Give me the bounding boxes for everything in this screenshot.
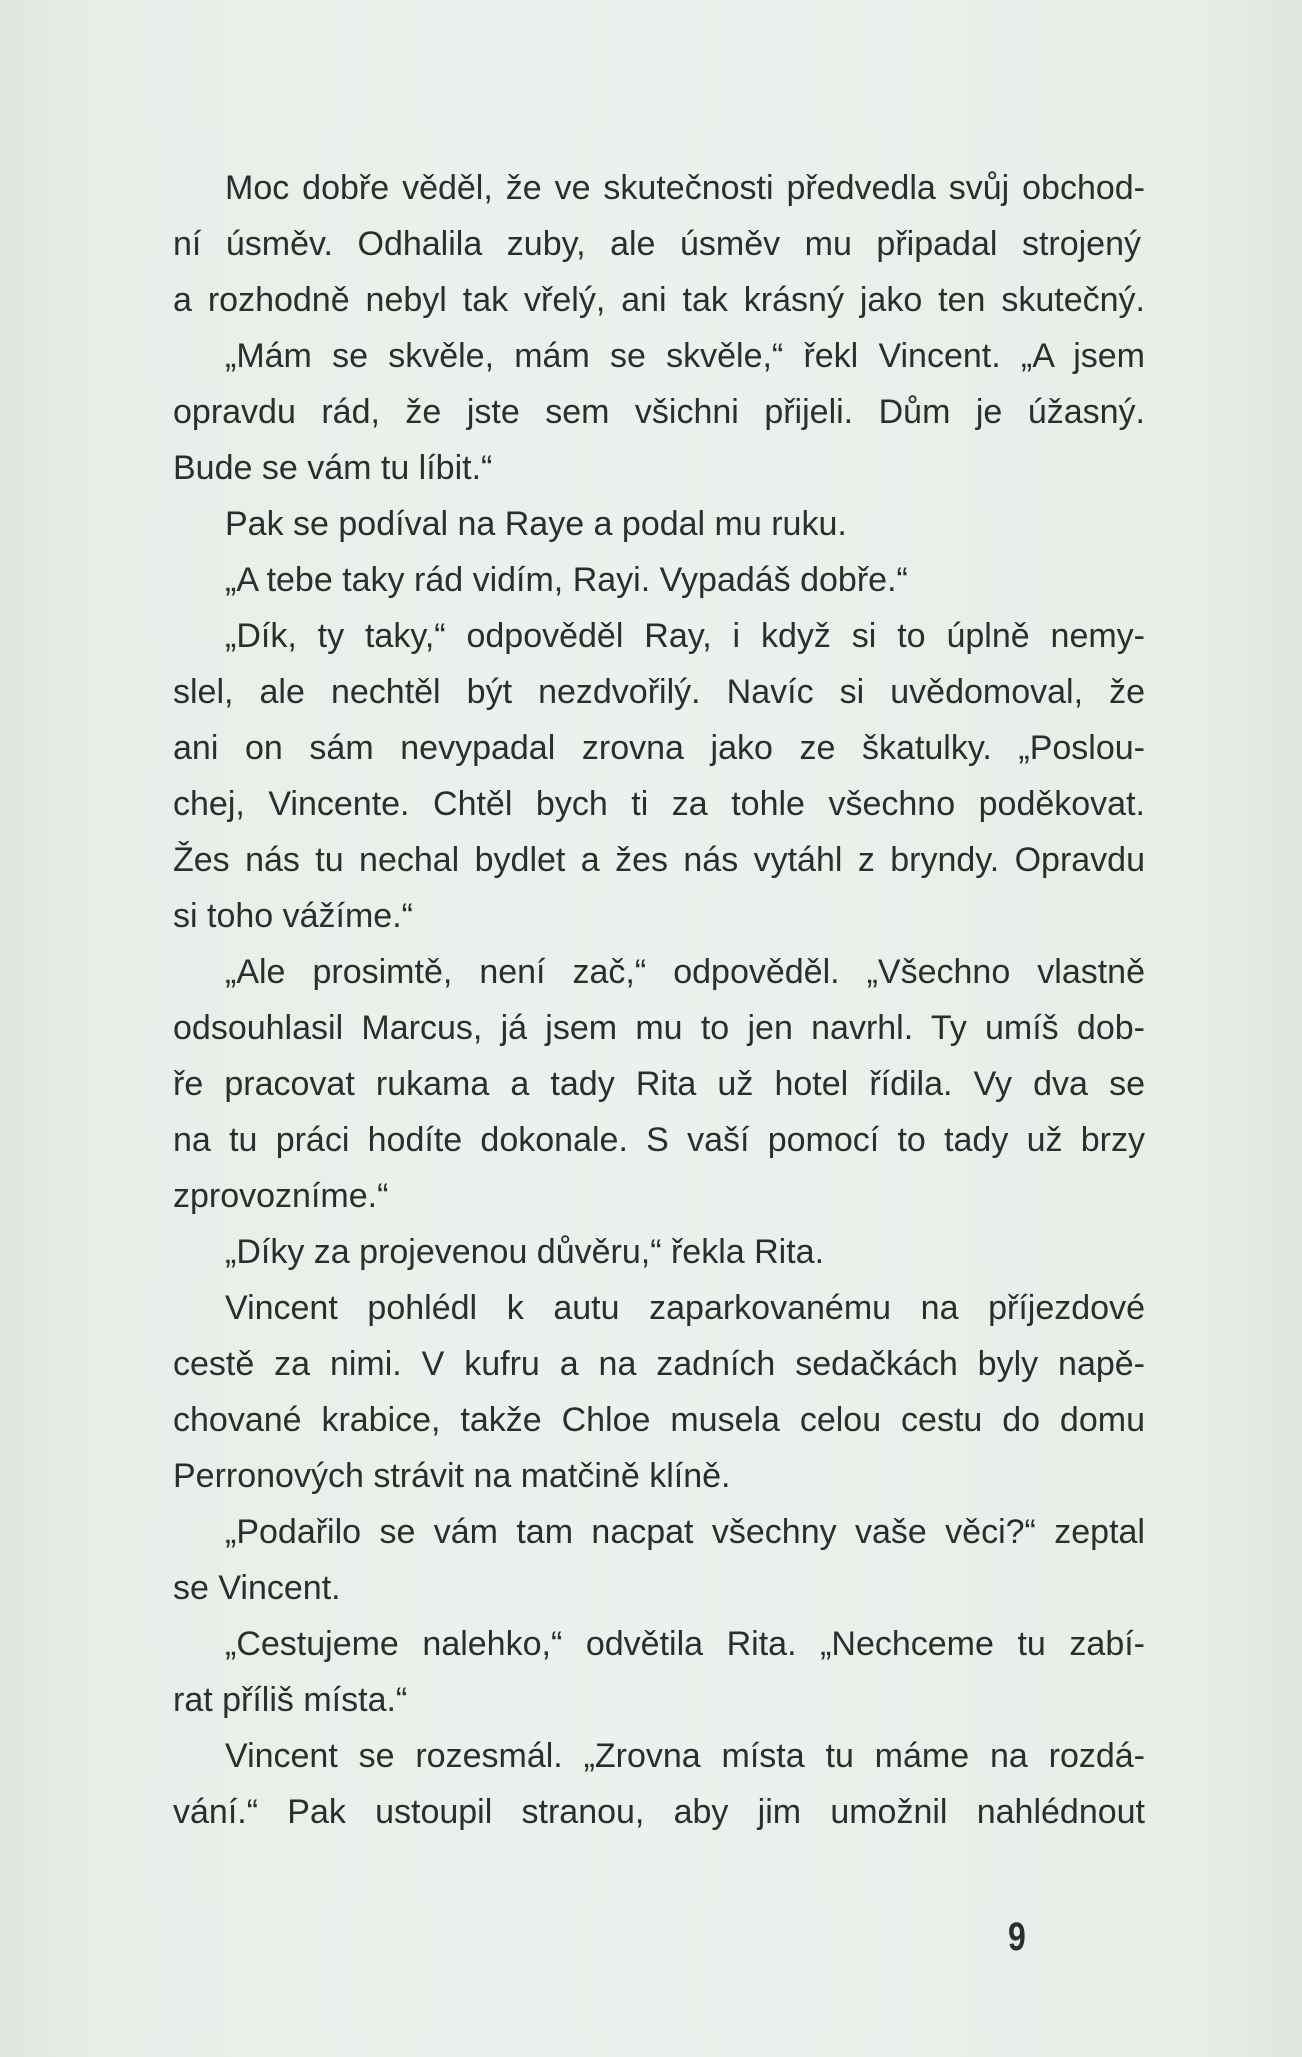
text-line: zprovozníme.“ [173, 1177, 389, 1215]
text-line: vání.“ Pak ustoupil stranou, aby jim umožnil nahlédnout [173, 1793, 1145, 1831]
text-line: chej, Vincente. Chtěl bych ti za tohle všechno poděkovat. [173, 785, 1145, 823]
text-line: slel, ale nechtěl být nezdvořilý. Navíc si uvědomoval, že [173, 673, 1145, 711]
text-line: Žes nás tu nechal bydlet a žes nás vytáhl z bryndy. Opravdu [173, 841, 1145, 879]
text-line: ní úsměv. Odhalila zuby, ale úsměv mu připadal strojený [173, 225, 1141, 263]
text-line: „Dík, ty taky,“ odpověděl Ray, i když si to úplně nemy- [225, 617, 1145, 655]
text-line: Pak se podíval na Raye a podal mu ruku. [225, 505, 847, 543]
text-line: „A tebe taky rád vidím, Rayi. Vypadáš dobře.“ [225, 561, 908, 599]
text-line: na tu práci hodíte dokonale. S vaší pomocí to tady už brzy [173, 1121, 1145, 1159]
text-line: „Cestujeme nalehko,“ odvětila Rita. „Nechceme tu zabí- [225, 1625, 1145, 1663]
text-line: ani on sám nevypadal zrovna jako ze škatulky. „Poslou- [173, 729, 1145, 767]
text-line: „Mám se skvěle, mám se skvěle,“ řekl Vincent. „A jsem [225, 337, 1145, 375]
text-line: a rozhodně nebyl tak vřelý, ani tak krásný jako ten skutečný. [173, 281, 1145, 319]
text-line: cestě za nimi. V kufru a na zadních sedačkách byly napě- [173, 1345, 1145, 1383]
text-line: Perronových strávit na matčině klíně. [173, 1457, 731, 1495]
text-line: ře pracovat rukama a tady Rita už hotel řídila. Vy dva se [173, 1065, 1145, 1103]
text-line: se Vincent. [173, 1569, 341, 1607]
text-line: „Díky za projevenou důvěru,“ řekla Rita. [225, 1233, 825, 1271]
text-line: rat příliš místa.“ [173, 1681, 408, 1719]
text-line: Moc dobře věděl, že ve skutečnosti předvedla svůj obchod- [225, 169, 1145, 207]
text-line: opravdu rád, že jste sem všichni přijeli. Dům je úžasný. [173, 393, 1145, 431]
text-line: Vincent pohlédl k autu zaparkovanému na příjezdové [225, 1289, 1145, 1327]
page-number: 9 [1008, 1915, 1026, 1959]
text-line: Vincent se rozesmál. „Zrovna místa tu máme na rozdá- [225, 1737, 1145, 1775]
text-line: Bude se vám tu líbit.“ [173, 449, 493, 487]
text-line: „Podařilo se vám tam nacpat všechny vaše věci?“ zeptal [225, 1513, 1145, 1551]
text-line: si toho vážíme.“ [173, 897, 413, 935]
text-line: „Ale prosimtě, není zač,“ odpověděl. „Všechno vlastně [225, 953, 1145, 991]
text-line: chované krabice, takže Chloe musela celou cestu do domu [173, 1401, 1145, 1439]
text-line: odsouhlasil Marcus, já jsem mu to jen navrhl. Ty umíš dob- [173, 1009, 1145, 1047]
